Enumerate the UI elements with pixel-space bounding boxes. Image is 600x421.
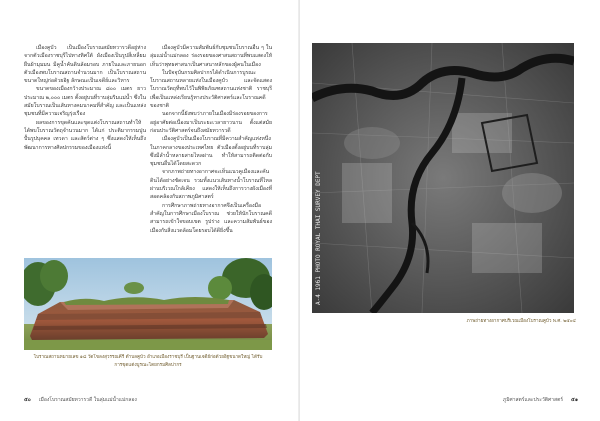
aerial-photo-caption: ภาพถ่ายทางอากาศบริเวณเมืองโบราณคูบัว พ.ศ. ๒๕๐๔: [466, 319, 576, 324]
aerial-photo: [312, 43, 574, 313]
paragraph: ผลของการขุดค้นและขุดแต่งโบราณสถานทำให้ได้พบโบราณวัตถุจำนวนมาก ได้แก่ ประติมากรรมปูนปั้นรูปบุคคล เทวดา และสัตว์ต่าง ๆ ซึ่งแสดงให้เห็นถึงพัฒนาการทางศิลปกรรมของเมืองแห่งนี้: [24, 119, 146, 151]
paragraph: การศึกษาภาพถ่ายทางอากาศจึงเป็นเครื่องมือสำคัญในการศึกษาเมืองโบราณ ช่วยให้นักโบราณคดีสามารถเข้าใจขอบเขต รูปร่าง และความสัมพันธ์ของเมืองกับสิ่งแวดล้อมโดยรอบได้ดียิ่งขึ้น: [150, 202, 272, 234]
paragraph: ขนาดของเมืองกว้างประมาณ ๘๐๐ เมตร ยาวประมาณ ๒,๐๐๐ เมตร ตั้งอยู่บนที่ราบลุ่มริมแม่น้ำ ซึ่งในสมัยโบราณเป็นเส้นทางคมนาคมที่สำคัญ และเป็นแหล่งชุมชนที่มีความเจริญรุ่งเรือง: [24, 86, 146, 118]
paragraph: จากภาพถ่ายทางอากาศจะเห็นแนวคูเมืองและคันดินได้อย่างชัดเจน รวมทั้งแนวเส้นทางน้ำโบราณที่ไหลผ่านบริเวณใกล้เคียง แสดงให้เห็นถึงการวางผังเมืองที่สอดคล้องกับสภาพภูมิศาสตร์: [150, 169, 272, 201]
paragraph: นอกจากนี้ยังพบว่าภายในเมืองมีร่องรอยของการอยู่อาศัยต่อเนื่องมาเป็นระยะเวลายาวนาน ตั้งแต่สมัยก่อนประวัติศาสตร์จนถึงสมัยทวารวดี: [150, 111, 272, 134]
left-text-column-2: [150, 44, 272, 249]
paragraph: เมืองคูบัวเป็นเมืองโบราณที่มีความสำคัญแห่งหนึ่งในภาคกลางของประเทศไทย ตัวเมืองตั้งอยู่บนที่ราบลุ่มซึ่งมีลำน้ำหลายสายไหลผ่าน ทำให้สามารถติดต่อกับชุมชนอื่นได้โดยสะดวก: [150, 136, 272, 168]
aerial-map-image: [312, 43, 574, 313]
page-number: ๕๑: [571, 397, 578, 403]
temple-ruin-photo: [24, 258, 272, 350]
paragraph: เมืองคูบัวมีความสัมพันธ์กับชุมชนโบราณอื่น ๆ ในลุ่มแม่น้ำแม่กลอง ร่องรอยของศาสนสถานที่พบแสดงให้เห็นว่าพุทธศาสนาเป็นศาสนาหลักของผู้คนในเมือง: [150, 45, 272, 68]
running-header: เมืองโบราณสมัยทวารวดี ในลุ่มแม่น้ำแม่กลอง: [38, 397, 137, 403]
right-page: [300, 0, 600, 421]
temple-ruin-image: [24, 258, 272, 350]
right-folio: [503, 396, 578, 404]
page-number: ๕๐: [24, 397, 31, 403]
left-folio: [24, 396, 137, 404]
left-text-column-1: [24, 44, 146, 249]
temple-photo-caption: โบราณสถานหมายเลข ๑๘ วัดโขลงสุวรรณคีรี ตำบลคูบัว อำเภอเมืองราชบุรี เป็นฐานเจดีย์ก่อด้วยอิฐขนาดใหญ่ ได้รับการขุดแต่งบูรณะโดยกรมศิลปากร: [33, 355, 263, 368]
film-edge-label: A-4 1961 PHOTO ROYAL THAI SURVEY DEPT: [315, 171, 322, 305]
running-header: ภูมิศาสตร์และประวัติศาสตร์: [502, 397, 564, 403]
paragraph: เมืองคูบัว เป็นเมืองโบราณสมัยทวารวดีอยู่ห่างจากตัวเมืองราชบุรีไปทางทิศใต้ ผังเมืองเป็นรูปสี่เหลี่ยมผืนผ้ามุมมน มีคูน้ำคันดินล้อมรอบ ภายในและภายนอกตัวเมืองพบโบราณสถานจำนวนมาก เป็นโบราณสถานขนาดใหญ่ก่อด้วยอิฐ ลักษณะเป็นเจดีย์และวิหาร: [24, 45, 146, 85]
paragraph: ในปัจจุบันกรมศิลปากรได้ดำเนินการบูรณะโบราณสถานหลายแห่งในเมืองคูบัว และจัดแสดงโบราณวัตถุที่พบไว้ในพิพิธภัณฑสถานแห่งชาติ ราชบุรี เพื่อเป็นแหล่งเรียนรู้ทางประวัติศาสตร์และโบราณคดีของชาติ: [150, 69, 272, 110]
